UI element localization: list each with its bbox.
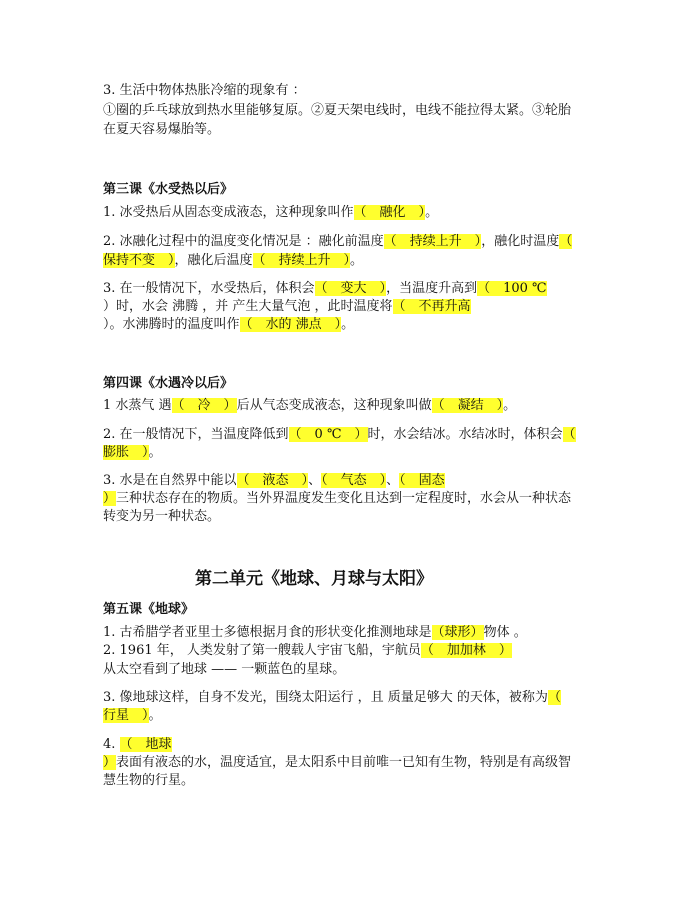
lesson4-q3-line-2 (103, 489, 571, 509)
text-span: 2. 在一般情况下，当温度降低到 (103, 427, 289, 442)
answer-highlight: （ 地球 (119, 737, 172, 752)
text-span: 、 (308, 473, 322, 488)
text-span: 慧生物的行星。 (103, 773, 195, 788)
answer-highlight: （ 持续上升 ） (383, 234, 482, 249)
lesson3-q3-line-1 (103, 279, 547, 299)
text-span: 3. 在一般情况下，水受热后，体积会 (103, 281, 315, 296)
text-span: 时，水会结冰。水结冰时，体积会 (367, 427, 563, 442)
lesson3-q2-line-1 (103, 232, 572, 252)
text-span: 三种状态存在的物质。当外界温度发生变化且达到一定程度时，水会从一种状态 (116, 491, 572, 506)
answer-highlight: （ (559, 234, 573, 249)
text-span: ，当温度升高到 (386, 281, 478, 296)
lesson5-q4-line-2 (103, 753, 571, 773)
text-span: 、 (386, 473, 400, 488)
text-span: 。 (341, 317, 355, 332)
lesson3-q1 (103, 203, 438, 223)
answer-highlight: （ 水的 沸点 ） (239, 317, 342, 332)
text-span: 2. 1961 年， 人类发射了第一艘载人宇宙飞船，宇航员 (103, 643, 421, 658)
text-span: 。 (503, 398, 517, 413)
answer-highlight: （ 凝结 ） (431, 398, 504, 413)
text-span: 转变为另一种状态。 (103, 509, 221, 524)
answer-highlight: ） (103, 755, 117, 770)
lesson5-q4-line-1 (103, 735, 172, 755)
lesson4-q3-line-1 (103, 471, 445, 491)
text-span: 1 水蒸气 遇 (103, 398, 172, 413)
text-span: 。 (350, 253, 364, 268)
lesson4-q3-line-3 (103, 507, 220, 527)
lesson3-q2-line-2 (103, 251, 363, 271)
text-span: 。 (148, 445, 162, 460)
text-span: ，融化时温度 (481, 234, 560, 249)
lesson5-q3-line-1 (103, 688, 561, 708)
lesson4-q2-line-2 (103, 443, 162, 463)
text-span: ，融化后温度 (174, 253, 253, 268)
text-span: 后从气态变成液态，这种现象叫做 (236, 398, 432, 413)
answer-highlight: （球形） (431, 625, 484, 640)
text-span: 3. 生活中物体热胀冷缩的现象有 ： (103, 83, 306, 98)
text-span: 物体 。 (483, 625, 527, 640)
answer-highlight: （ (562, 427, 576, 442)
intro-line-3 (103, 120, 220, 140)
answer-highlight: （ 冷 ） (171, 398, 237, 413)
answer-highlight: （ 加加林 ） (420, 643, 512, 658)
answer-highlight: （ 不再升高 (392, 299, 471, 314)
text-span: ）时，水会 沸腾 ，并 产生大量气泡 ，此时温度将 (103, 299, 393, 314)
lesson5-q2-line-1 (103, 641, 512, 661)
text-span: 1. 古希腊学者亚里士多德根据月食的形状变化推测地球是 (103, 625, 432, 640)
answer-highlight: （ 持续上升 ） (252, 253, 351, 268)
text-span: 3. 像地球这样，自身不发光，围绕太阳运行 ，且 质量足够大 的天体，被称为 (103, 690, 548, 705)
answer-highlight: ） (103, 491, 117, 506)
answer-highlight: （ 液态 ） (236, 473, 309, 488)
intro-line-1 (103, 81, 306, 101)
text-span: 2. 冰融化过程中的温度变化情况是 ：融化前温度 (103, 234, 384, 249)
text-span: 1. 冰受热后从固态变成液态，这种现象叫作 (103, 205, 354, 220)
answer-highlight: （ 融化 ） (353, 205, 426, 220)
text-span: 3. 水是在自然界中能以 (103, 473, 237, 488)
lesson5-q2-line-2 (103, 660, 345, 680)
lesson3-title: 第三课《水受热以后》 (103, 182, 234, 197)
text-span: ①圈的乒乓球放到热水里能够复原。②夏天架电线时，电线不能拉得太紧。③轮胎 (103, 103, 572, 118)
text-span: 在夏天容易爆胎等。 (103, 122, 221, 137)
text-span: 4. (103, 737, 120, 752)
answer-highlight: （ (547, 690, 561, 705)
lesson4-q1 (103, 396, 516, 416)
answer-highlight: （ 气态 ） (321, 473, 387, 488)
text-span: ）。水沸腾时的温度叫作 (103, 317, 240, 332)
lesson4-q2-line-1 (103, 425, 576, 445)
lesson5-q1 (103, 623, 527, 643)
lesson4-title: 第四课《水遇冷以后》 (103, 376, 234, 391)
answer-highlight: 行星 ） (103, 708, 149, 723)
text-span: 。 (148, 708, 162, 723)
answer-highlight: （ 0 ℃ ） (288, 427, 368, 442)
lesson5-q4-line-3 (103, 771, 194, 791)
lesson3-q3-line-2 (103, 297, 471, 317)
unit2-title: 第二单元《地球、月球与太阳》 (195, 569, 433, 589)
answer-highlight: （ 100 ℃ (477, 281, 547, 296)
lesson5-title: 第五课《地球》 (103, 602, 195, 617)
intro-line-2 (103, 101, 571, 121)
answer-highlight: 保持不变 ） (103, 253, 175, 268)
text-span: 从太空看到了地球 —— 一颗蓝色的星球。 (103, 662, 346, 677)
answer-highlight: （ 固态 (399, 473, 445, 488)
text-span: 表面有液态的水，温度适宜，是太阳系中目前唯一已知有生物，特别是有高级智 (116, 755, 572, 770)
answer-highlight: 膨胀 ） (103, 445, 149, 460)
lesson5-q3-line-2 (103, 706, 162, 726)
lesson3-q3-line-3 (103, 315, 354, 335)
text-span: 。 (425, 205, 439, 220)
answer-highlight: （ 变大 ） (314, 281, 387, 296)
